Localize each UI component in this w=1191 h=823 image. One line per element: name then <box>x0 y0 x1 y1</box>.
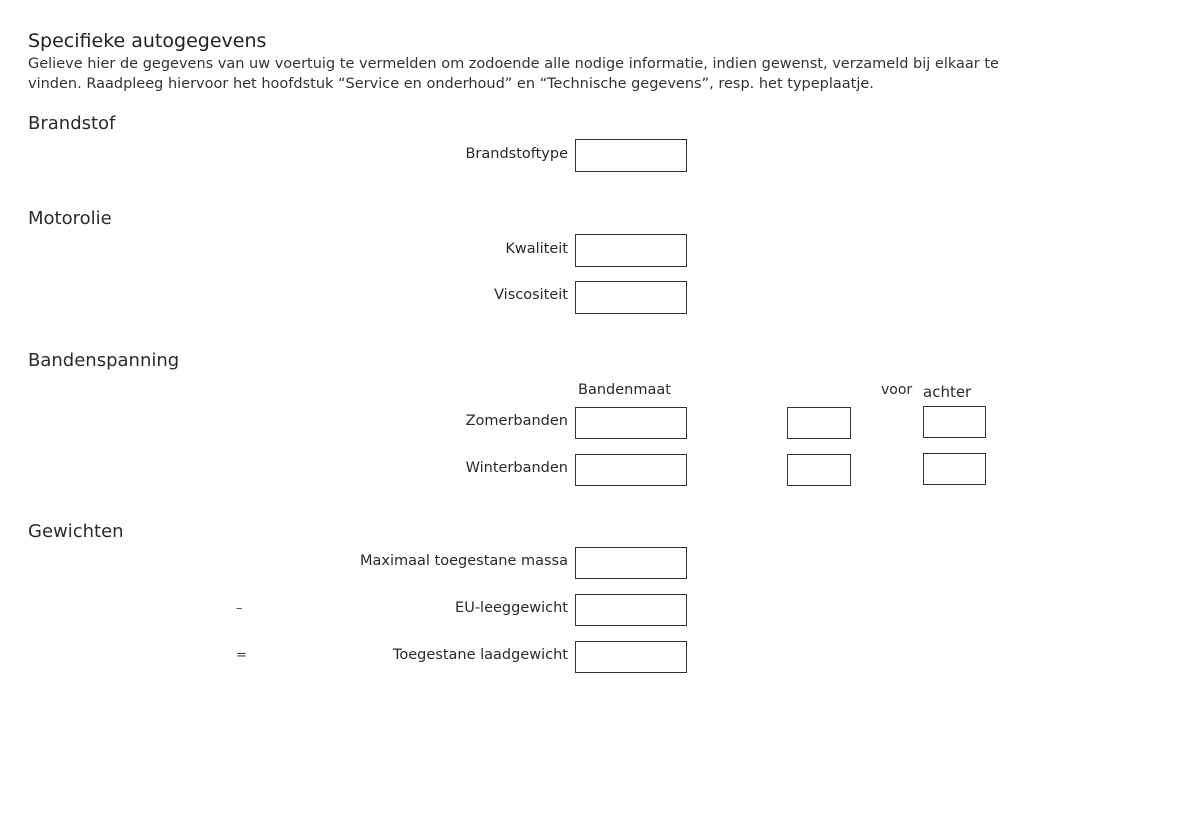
kwaliteit-field[interactable] <box>575 234 687 267</box>
zomerbanden-voor-field[interactable] <box>787 407 851 439</box>
viscositeit-label: Viscositeit <box>494 287 568 303</box>
eu-leeggewicht-field[interactable] <box>575 594 687 626</box>
kwaliteit-label: Kwaliteit <box>505 241 568 257</box>
section-title-brandstof: Brandstof <box>28 113 116 134</box>
brandstoftype-field[interactable] <box>575 139 687 172</box>
page-title: Specifieke autogegevens <box>28 30 267 52</box>
zomerbanden-achter-field[interactable] <box>923 406 986 438</box>
toegestane-laadgewicht-label: Toegestane laadgewicht <box>392 647 568 663</box>
intro-line-2: vinden. Raadpleeg hiervoor het hoofdstuk “Service en onderhoud” en “Technische gegevens”, resp. het typeplaatje. <box>28 76 874 92</box>
section-title-gewichten: Gewichten <box>28 521 124 542</box>
zomerbanden-bandenmaat-field[interactable] <box>575 407 687 439</box>
winterbanden-voor-field[interactable] <box>787 454 851 486</box>
minus-operator: – <box>236 601 243 616</box>
brandstoftype-label: Brandstoftype <box>465 146 568 162</box>
column-header-bandenmaat: Bandenmaat <box>578 382 671 398</box>
maximaal-toegestane-massa-field[interactable] <box>575 547 687 579</box>
eu-leeggewicht-label: EU-leeggewicht <box>455 600 568 616</box>
maximaal-toegestane-massa-label: Maximaal toegestane massa <box>360 553 568 569</box>
section-title-motorolie: Motorolie <box>28 208 112 229</box>
zomerbanden-label: Zomerbanden <box>465 413 568 429</box>
winterbanden-achter-field[interactable] <box>923 453 986 485</box>
intro-line-1: Gelieve hier de gegevens van uw voertuig te vermelden om zodoende alle nodige informatie, indien gewenst, verzameld bij elkaar te <box>28 56 999 72</box>
winterbanden-bandenmaat-field[interactable] <box>575 454 687 486</box>
viscositeit-field[interactable] <box>575 281 687 314</box>
equals-operator: = <box>236 648 247 663</box>
column-header-voor: voor <box>881 382 913 398</box>
section-title-bandenspanning: Bandenspanning <box>28 350 180 371</box>
toegestane-laadgewicht-field[interactable] <box>575 641 687 673</box>
intro-text <box>28 54 999 94</box>
column-header-achter: achter <box>923 383 972 401</box>
winterbanden-label: Winterbanden <box>465 460 568 476</box>
